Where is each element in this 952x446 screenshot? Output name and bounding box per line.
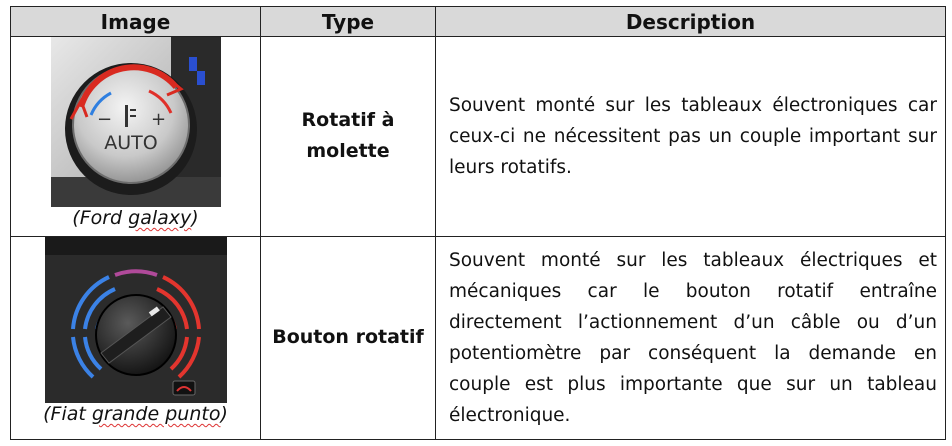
knob-minus: − (96, 109, 112, 130)
header-description: Description (436, 7, 946, 37)
image-frame (11, 237, 260, 425)
temperature-rotary-knob-photo-icon (45, 237, 227, 403)
type-line: Rotatif à (301, 109, 395, 132)
image-cell (11, 236, 261, 439)
header-row (11, 7, 946, 37)
type-cell (261, 37, 436, 237)
image-caption: (Ford galaxy) (72, 207, 199, 229)
header-image: Image (11, 7, 261, 37)
table-row (11, 236, 946, 439)
description-cell: Souvent monté sur les tableaux électroniques car ceux-ci ne nécessitent pas un couple important sur leurs rotatifs. (436, 37, 946, 237)
description-cell: Souvent monté sur les tableaux électriques et mécaniques car le bouton rotatif entraîne directement l’actionnement d’un câble ou d’un potentiomètre par conséquent la demande en couple est plus importante que sur un tableau électronique. (436, 236, 946, 439)
image-cell (11, 37, 261, 237)
knob-label: AUTO (103, 132, 158, 154)
image-frame (11, 37, 260, 229)
type-line: molette (306, 140, 390, 163)
comparison-table (10, 6, 946, 440)
header-type: Type (261, 7, 436, 37)
image-caption: (Fiat grande punto) (43, 402, 228, 425)
type-cell: Bouton rotatif (261, 236, 436, 439)
auto-climate-rotary-knob-photo-icon (51, 37, 221, 207)
table-row (11, 37, 946, 237)
knob-plus: + (150, 109, 166, 130)
